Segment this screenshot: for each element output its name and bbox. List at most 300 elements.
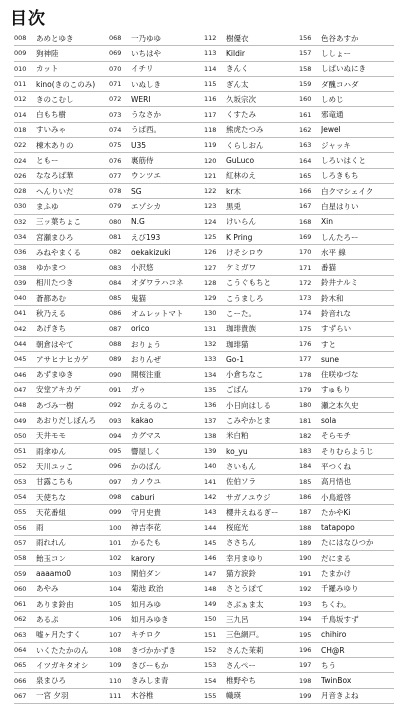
toc-entry [109,566,204,581]
toc-entry [14,475,109,490]
page-number: 123 [204,202,217,211]
artist-name: 幸月まゆり [226,553,264,563]
artist-name: さんた茉莉 [226,645,264,655]
toc-entry [14,31,109,46]
page-number: 182 [299,431,312,440]
artist-name: すゅもり [321,385,351,395]
toc-entry [14,92,109,107]
artist-name: U35 [131,140,147,150]
toc-column [204,31,299,701]
artist-name: エゾシカ [131,201,161,211]
page-number: 157 [299,49,312,58]
page-number: 022 [14,141,27,150]
page-number: 103 [109,569,122,578]
page-number: 032 [14,217,27,226]
toc-entry [14,490,109,505]
artist-name: 菊池 政治 [131,584,164,594]
artist-name: しんたろー [321,232,359,242]
artist-name: しぱいぬにき [321,64,366,74]
page-number: 102 [109,554,122,563]
toc-entry [299,276,394,291]
toc-entry [14,597,109,612]
page-number: 163 [299,141,312,150]
page-number: 140 [204,462,217,471]
artist-name: ありま鈴由 [36,599,74,609]
artist-name: 安堂アキカゲ [36,385,81,395]
artist-name: うなさか [131,110,161,120]
table-of-contents [14,31,394,701]
page-number: 120 [204,156,217,165]
page-number: 184 [299,462,312,471]
artist-name: きづかかずき [131,645,176,655]
artist-name: SG [131,186,142,196]
artist-name: かるたも [131,538,161,548]
artist-name: カット [36,64,59,74]
toc-entry [14,444,109,459]
page-number: 177 [299,355,312,364]
toc-entry [14,628,109,643]
toc-entry [204,444,299,459]
page-number: 190 [299,554,312,563]
artist-name: アサヒナヒカゲ [36,354,89,364]
page-number: 188 [299,523,312,532]
toc-entry [299,92,394,107]
artist-name: キチロク [131,630,161,640]
page-number: 114 [204,64,217,73]
page-number: 154 [204,676,217,685]
artist-name: kr木 [226,186,241,196]
toc-entry [204,673,299,688]
artist-name: chihiro [321,630,347,640]
artist-name: GuLuco [226,156,255,166]
page-number: 176 [299,340,312,349]
toc-entry [109,643,204,658]
toc-entry [109,77,204,92]
toc-entry [109,383,204,398]
page-number: 117 [204,110,217,119]
toc-entry [14,352,109,367]
artist-name: 色谷あすか [321,33,359,43]
page-number: 115 [204,80,217,89]
page-number: 147 [204,569,217,578]
toc-entry [299,184,394,199]
artist-name: 神吉李花 [131,523,161,533]
page-number: 198 [299,676,312,685]
toc-entry [14,643,109,658]
artist-name: へんりいだ [36,186,74,196]
page-number: 112 [204,34,217,43]
artist-name: きんく [226,64,249,74]
artist-name: 天花番組 [36,507,66,517]
toc-entry [14,429,109,444]
toc-entry [204,215,299,230]
artist-name: Jewel [321,125,341,135]
page-number: 134 [204,370,217,379]
page-number: 162 [299,125,312,134]
artist-name: イツガキタオシ [36,660,89,670]
page-number: 087 [109,324,122,333]
page-number: 060 [14,584,27,593]
page-number: 078 [109,187,122,196]
page-number: 156 [299,34,312,43]
artist-name: 高月悟也 [321,477,351,487]
page-number: 119 [204,141,217,150]
artist-name: しめじ [321,94,344,104]
toc-entry [299,260,394,275]
artist-name: 相川たつき [36,278,74,288]
toc-entry [299,673,394,688]
toc-entry [299,368,394,383]
artist-name: orico [131,324,150,334]
page-number: 018 [14,125,27,134]
artist-name: 珈琲猫 [226,339,249,349]
toc-entry [14,245,109,260]
artist-name: 宮瀬まひろ [36,232,74,242]
toc-entry [299,337,394,352]
artist-name: オムレットマト [131,308,184,318]
toc-entry [109,245,204,260]
page-number: 083 [109,263,122,272]
artist-name: sola [321,416,337,426]
artist-name: 天川ユッこ [36,461,74,471]
page-number: 036 [14,248,27,257]
artist-name: 蒼都あむ [36,293,66,303]
toc-entry [14,46,109,61]
toc-entry [204,107,299,122]
toc-entry [109,413,204,428]
page-number: 101 [109,538,122,547]
page-number: 169 [299,233,312,241]
artist-name: 櫻井えねるぎー [226,507,279,517]
toc-entry [109,536,204,551]
toc-entry [14,260,109,275]
artist-name: 秋乃える [36,308,66,318]
toc-entry [14,689,109,704]
toc-entry [204,413,299,428]
toc-entry [109,597,204,612]
toc-entry [204,566,299,581]
page-number: 151 [204,630,217,639]
page-number: 183 [299,447,312,456]
artist-name: K Pring [226,232,253,242]
artist-name: こうましろ [226,293,264,303]
toc-entry [14,77,109,92]
page-number: 199 [299,691,312,700]
page-number: 086 [109,309,122,318]
artist-name: きのこむし [36,94,74,104]
artist-name: 三ッ葉ちょこ [36,217,81,227]
page-number: 161 [299,110,312,119]
page-number: 146 [204,554,217,563]
toc-entry [204,551,299,566]
page-number: 014 [14,110,27,119]
page-number: 143 [204,508,217,517]
artist-name: 久坂宗次 [226,94,256,104]
page-number: 109 [109,661,122,670]
toc-entry [204,245,299,260]
toc-entry [299,77,394,92]
toc-entry [109,138,204,153]
toc-entry [204,46,299,61]
page-number: 165 [299,171,312,180]
artist-name: karory [131,553,155,563]
page-number: 135 [204,385,217,394]
artist-name: こーた。 [226,308,256,318]
page-number: 092 [109,401,122,410]
artist-name: かえるのこ [131,400,169,410]
toc-entry [14,199,109,214]
toc-entry [204,398,299,413]
toc-entry [14,413,109,428]
toc-entry [109,215,204,230]
page-number: 066 [14,676,27,685]
toc-entry [14,184,109,199]
toc-entry [14,658,109,673]
page-number: 175 [299,324,312,333]
toc-entry [299,413,394,428]
artist-name: 熊虎たつみ [226,125,264,135]
toc-entry [109,505,204,520]
artist-name: 鬼猫 [131,293,146,303]
artist-name: ダ醜コハダ [321,79,359,89]
artist-name: 如月みゆき [131,614,169,624]
page-number: 049 [14,416,27,425]
toc-column [109,31,204,701]
page-number: 195 [299,630,312,639]
artist-name: イチリ [131,64,154,74]
artist-name: 開桜注重 [131,370,161,380]
artist-name: けそシロウ [226,247,264,257]
page-number: 196 [299,646,312,655]
page-number: 159 [299,80,312,89]
toc-entry [109,612,204,627]
artist-name: あげきち [36,324,66,334]
artist-name: ケミガワ [226,263,256,273]
toc-entry [299,169,394,184]
page-number: 142 [204,493,217,502]
toc-entry [109,352,204,367]
page-number: 026 [14,171,27,180]
toc-entry [109,398,204,413]
toc-entry [299,551,394,566]
page-number: 055 [14,508,27,517]
page-number: 038 [14,263,27,272]
toc-entry [109,184,204,199]
toc-entry [299,459,394,474]
page-number: 121 [204,171,217,180]
page-number: 179 [299,385,312,394]
artist-name: 白クマシェイク [321,186,374,196]
toc-entry [299,31,394,46]
toc-entry [204,306,299,321]
page-number: 136 [204,401,217,410]
page-number: 067 [14,691,27,700]
artist-name: さいもん [226,461,256,471]
artist-name: 平つくね [321,461,351,471]
artist-name: まふゆ [36,201,59,211]
toc-entry [109,92,204,107]
toc-entry [204,597,299,612]
page-number: 193 [299,600,312,609]
toc-entry [14,398,109,413]
page-number: 085 [109,294,122,303]
toc-entry [14,536,109,551]
page-number: 039 [14,278,27,287]
page-number: 064 [14,646,27,655]
artist-name: そらモチ [321,431,351,441]
toc-entry [299,612,394,627]
toc-entry [109,459,204,474]
toc-entry [299,230,394,245]
page-number: 178 [299,370,312,379]
toc-entry [109,199,204,214]
toc-entry [109,230,204,245]
page-number: 011 [14,80,27,89]
toc-entry [14,169,109,184]
artist-name: 樹優衣 [226,33,249,43]
page-number: 171 [299,263,312,272]
page-number: 012 [14,95,27,104]
page-number: 062 [14,615,27,624]
artist-name: あるぷ [36,614,59,624]
toc-column [14,31,109,701]
artist-name: aaaamo0 [36,569,72,579]
page-number: 056 [14,523,27,532]
toc-entry [299,536,394,551]
toc-entry [14,383,109,398]
page-number: 130 [204,309,217,318]
page-number: 079 [109,202,122,211]
toc-entry [204,138,299,153]
artist-name: 朝倉はやて [36,339,74,349]
page-number: 050 [14,431,27,440]
page-number: 166 [299,187,312,196]
toc-entry [299,245,394,260]
toc-entry [204,612,299,627]
artist-name: そりむらようじ [321,446,374,456]
page-number: 158 [299,64,312,73]
page-number: 108 [109,646,122,655]
toc-entry [299,475,394,490]
toc-entry [204,92,299,107]
page-number: 194 [299,615,312,624]
page-number: 116 [204,95,217,104]
toc-entry [204,260,299,275]
page-number: 098 [109,493,122,502]
page-number: 099 [109,508,122,517]
artist-name: 木谷椎 [131,691,154,701]
toc-entry [14,612,109,627]
artist-name: 黒兎 [226,201,241,211]
page-number: 181 [299,416,312,425]
toc-entry [14,215,109,230]
toc-entry [204,689,299,704]
page-number: 065 [14,661,27,670]
artist-name: N.G [131,217,145,227]
artist-name: ちう [321,660,336,670]
artist-name: 幟瑛 [226,691,241,701]
toc-entry [109,368,204,383]
artist-name: 響屋しく [131,446,161,456]
page-number: 149 [204,600,217,609]
page-number: 197 [299,661,312,670]
artist-name: CH@R [321,645,345,655]
artist-name: ko_yu [226,446,248,456]
page-number: 094 [109,431,122,440]
page-number: 051 [14,447,27,456]
toc-entry [299,215,394,230]
toc-entry [14,566,109,581]
artist-name: 裏筋侍 [131,156,154,166]
artist-name: oekakizuki [131,247,171,257]
page-number: 138 [204,431,217,440]
toc-entry [204,77,299,92]
page-number: 185 [299,477,312,486]
artist-name: 泉まひろ [36,676,66,686]
artist-name: ちくわ。 [321,599,351,609]
toc-entry [14,673,109,688]
artist-name: 鈴音れな [321,308,351,318]
toc-entry [204,429,299,444]
artist-name: WERI [131,94,151,104]
artist-name: カノウユ [131,477,161,487]
page-number: 168 [299,217,312,226]
page-number: 077 [109,171,122,180]
page-number: 131 [204,324,217,333]
artist-name: 三九呂 [226,614,249,624]
artist-name: けいらん [226,217,256,227]
artist-name: kino(きのこのみ) [36,79,96,89]
page-number: 070 [109,64,122,73]
artist-name: ジャッキ [321,140,351,150]
artist-name: 米白粕 [226,431,249,441]
page-number: 104 [109,584,122,593]
artist-name: Kildir [226,48,246,58]
artist-name: ガゥ [131,385,146,395]
page-number: 100 [109,523,122,532]
toc-entry [109,582,204,597]
page-number: 054 [14,493,27,502]
page-number: 073 [109,110,122,119]
artist-name: 雨 [36,523,44,533]
artist-name: 狗神陸 [36,48,59,58]
artist-name: うぱ西。 [131,125,161,135]
artist-name: ウンツエ [131,171,161,181]
page-number: 180 [299,401,312,410]
artist-name: 一宮 夕羽 [36,691,69,701]
artist-name: 水平 線 [321,247,346,257]
page-title: 目次 [10,9,46,29]
artist-name: あめとゆき [36,33,74,43]
artist-name: ぎん太 [226,79,249,89]
artist-name: くらしおん [226,140,264,150]
toc-entry [299,352,394,367]
toc-entry [299,643,394,658]
page-number: 030 [14,202,27,211]
toc-entry [109,673,204,688]
toc-entry [14,276,109,291]
artist-name: 天使ちな [36,492,66,502]
artist-name: 桜庭光 [226,523,249,533]
page-number: 097 [109,477,122,486]
page-number: 167 [299,202,312,211]
page-number: 068 [109,34,122,43]
artist-name: 小沢悠 [131,263,154,273]
toc-entry [14,322,109,337]
artist-name: かのばん [131,461,161,471]
toc-entry [204,184,299,199]
toc-entry [299,398,394,413]
